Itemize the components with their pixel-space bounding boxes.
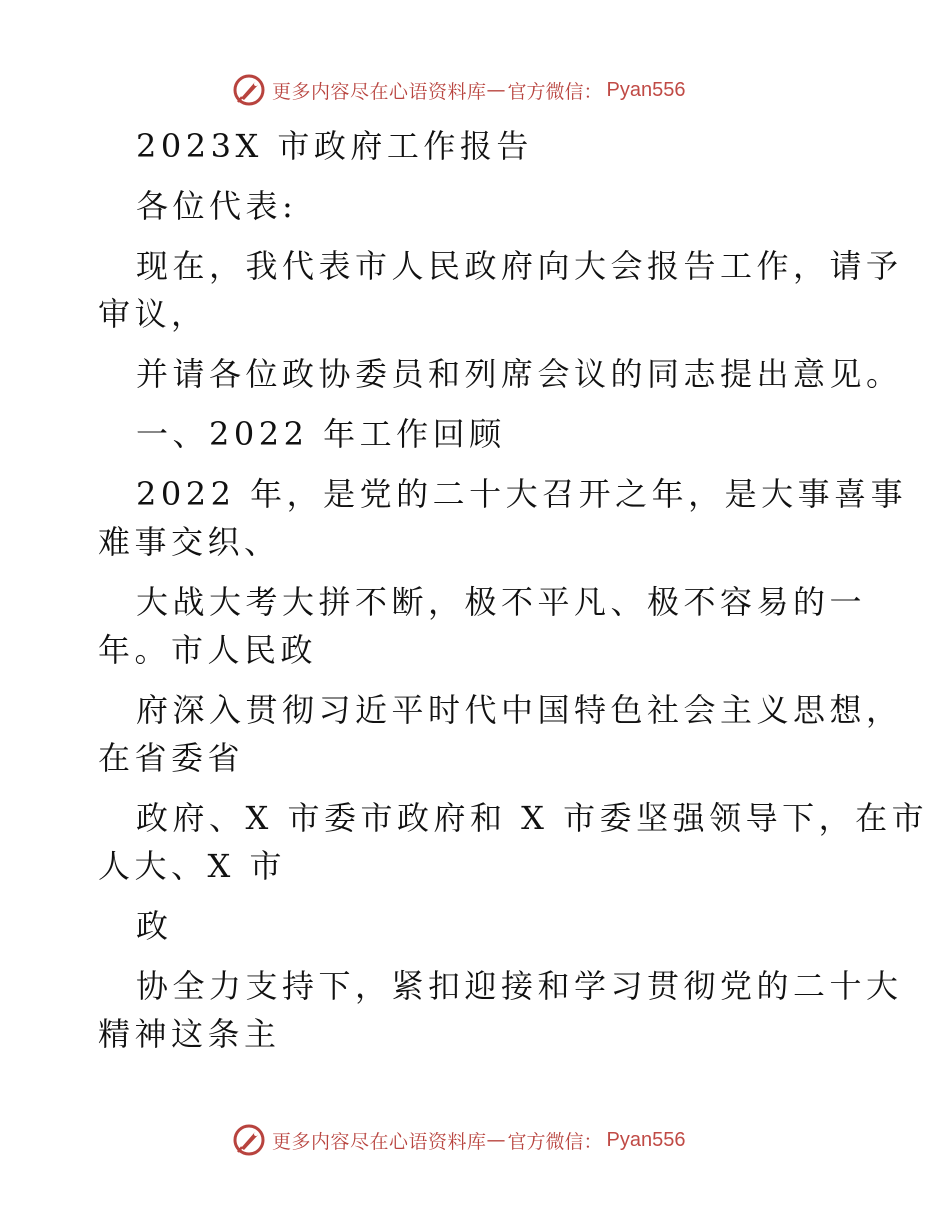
quill-pen-circle-icon — [232, 73, 266, 107]
paragraph-line: 年。市人民政 — [98, 631, 318, 669]
paragraph-line: 在省委省 — [98, 739, 245, 777]
footer-watermark — [232, 1122, 686, 1158]
watermark-separator: — — [486, 1129, 506, 1151]
paragraph-line: 府深入贯彻习近平时代中国特色社会主义思想， — [136, 691, 903, 729]
paragraph-line: 政 — [136, 907, 173, 945]
watermark-wechat-id: Pyan556 — [606, 78, 686, 101]
watermark-wechat-id: Pyan556 — [606, 1128, 686, 1151]
watermark-label: 官方微信： — [507, 80, 603, 103]
paragraph-line: 现在，我代表市人民政府向大会报告工作，请予 — [136, 247, 903, 285]
paragraph-line: 人大、X 市 — [98, 847, 286, 885]
paragraph-line: 2022 年，是党的二十大召开之年，是大事喜事 — [136, 475, 908, 513]
paragraph-line: 精神这条主 — [98, 1015, 281, 1053]
salutation: 各位代表: — [136, 187, 298, 225]
quill-pen-circle-icon — [232, 1123, 266, 1157]
document-body — [98, 122, 929, 1058]
document-title: 2023X 市政府工作报告 — [136, 127, 533, 165]
paragraph-line: 并请各位政协委员和列席会议的同志提出意见。 — [136, 355, 903, 393]
header-watermark — [232, 72, 686, 108]
paragraph-line: 政府、X 市委市政府和 X 市委坚强领导下，在市 — [136, 799, 929, 837]
watermark-brand: 更多内容尽在心语资料库 — [272, 80, 487, 103]
watermark-label: 官方微信： — [507, 1130, 603, 1153]
watermark-separator: — — [486, 79, 506, 101]
paragraph-line: 协全力支持下，紧扣迎接和学习贯彻党的二十大 — [136, 967, 903, 1005]
paragraph-line: 审议， — [98, 295, 208, 333]
section-heading: 一、2022 年工作回顾 — [136, 415, 506, 453]
paragraph-line: 大战大考大拼不断，极不平凡、极不容易的一 — [136, 583, 867, 621]
watermark-brand: 更多内容尽在心语资料库 — [272, 1130, 487, 1153]
paragraph-line: 难事交织、 — [98, 523, 281, 561]
